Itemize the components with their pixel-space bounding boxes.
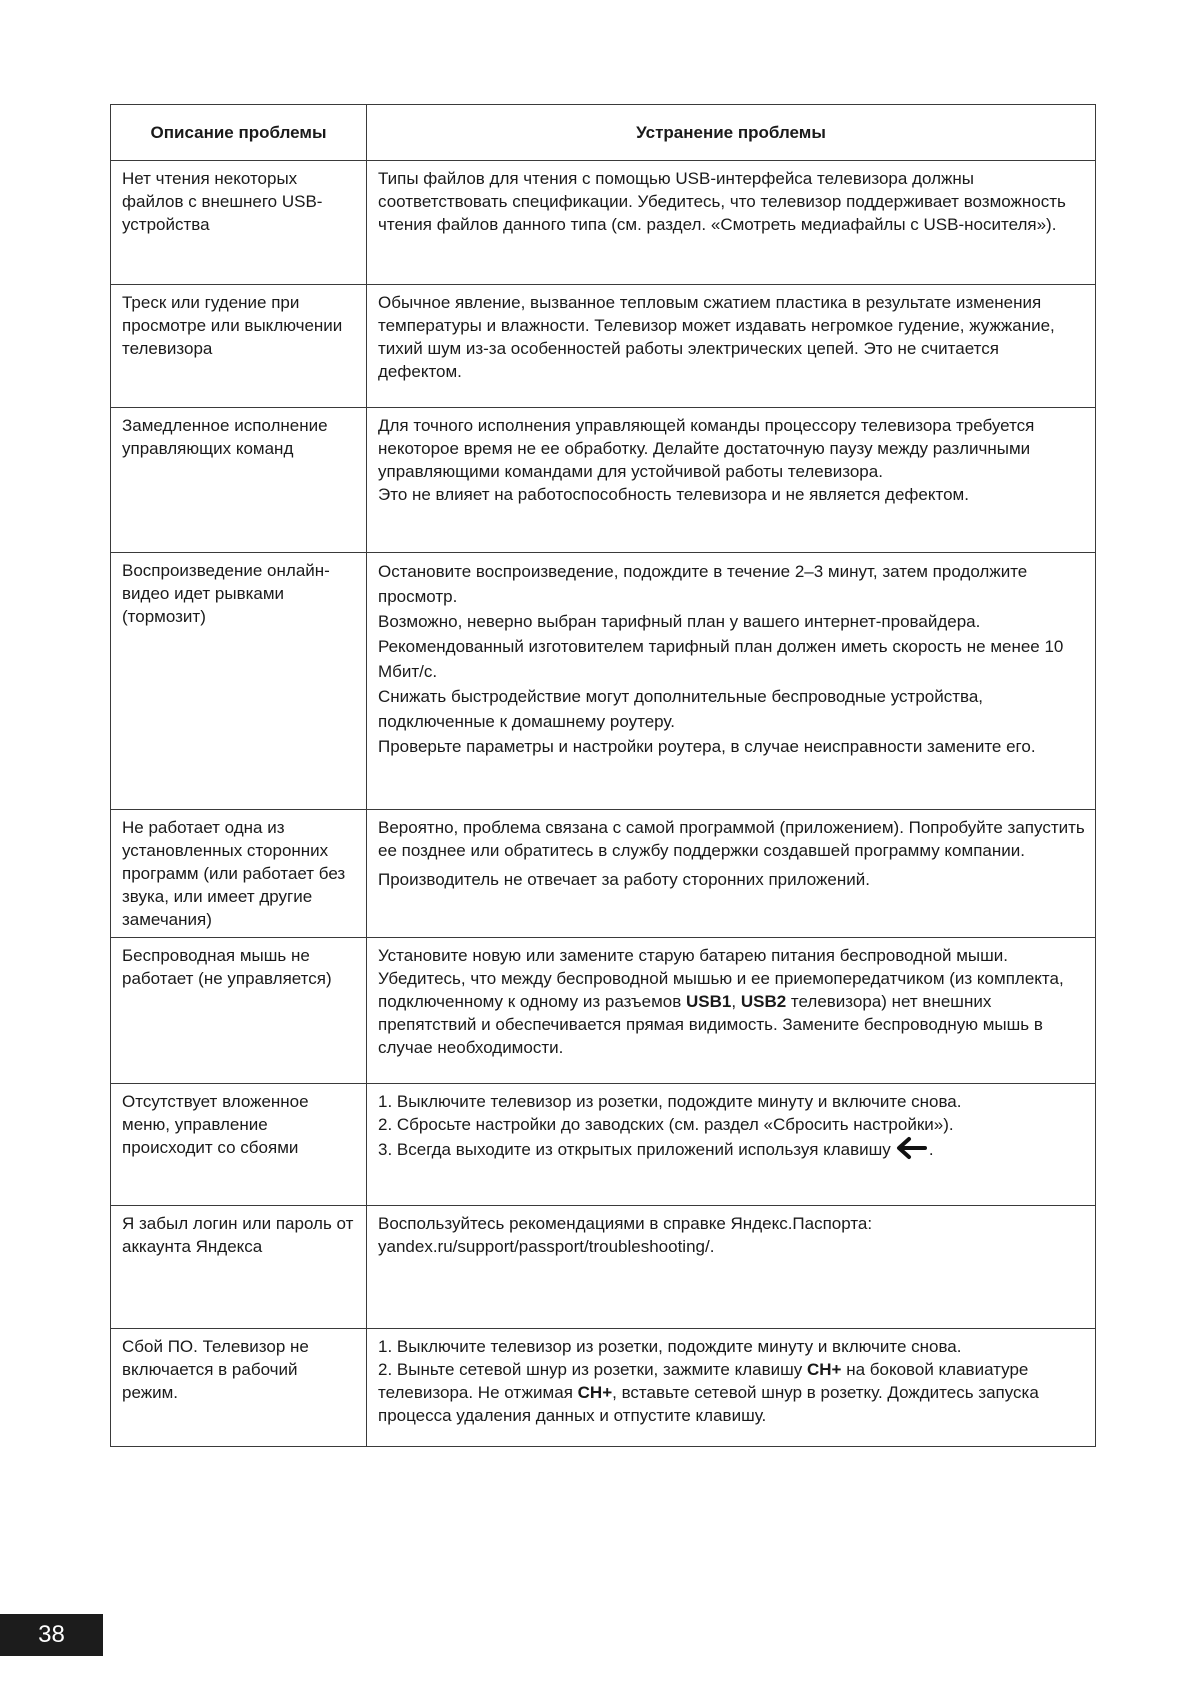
problem-cell: Сбой ПО. Телевизор не включается в рабочий режим. — [111, 1329, 367, 1447]
solution-cell — [367, 285, 1096, 408]
solution-text: , — [731, 992, 741, 1011]
solution-cell — [367, 938, 1096, 1084]
problem-cell: Отсутствует вложенное меню, управление происходит со сбоями — [111, 1084, 367, 1206]
table-row — [111, 553, 1096, 810]
solution-column-header: Устранение проблемы — [367, 105, 1096, 161]
solution-text: Для точного исполнения управляющей команды процессору телевизора требуется некоторое время не ее обработку. Делайте достаточную паузу между различными управляющими командами для устойчивой работы телевизора. — [378, 416, 1035, 481]
solution-text: Проверьте параметры и настройки роутера, в случае неисправности замените его. — [378, 737, 1036, 756]
problem-cell: Беспроводная мышь не работает (не управляется) — [111, 938, 367, 1084]
solution-text: 3. Всегда выходите из открытых приложений используя клавишу — [378, 1140, 891, 1159]
solution-cell — [367, 1329, 1096, 1447]
solution-text: 1. Выключите телевизор из розетки, подождите минуту и включите снова. — [378, 1092, 962, 1111]
solution-cell — [367, 161, 1096, 285]
solution-paragraph — [378, 967, 1086, 1059]
table-row — [111, 1206, 1096, 1329]
usb2-port-label: USB2 — [740, 992, 787, 1011]
solution-text: Типы файлов для чтения с помощью USB-интерфейса телевизора должны соответствовать спецификации. Убедитесь, что телевизор поддерживает возможность чтения файлов данного типа (см. раздел. «Смотреть медиафайлы с USB-носителя»). — [378, 169, 1066, 234]
back-arrow-icon — [895, 1136, 929, 1166]
solution-cell — [367, 1206, 1096, 1329]
ch-plus-key-label: CH+ — [577, 1383, 613, 1402]
solution-cell — [367, 553, 1096, 810]
solution-cell — [367, 810, 1096, 938]
solution-text: Установите новую или замените старую батарею питания беспроводной мыши. — [378, 946, 1009, 965]
solution-text: Производитель не отвечает за работу сторонних приложений. — [378, 870, 870, 889]
problem-cell: Не работает одна из установленных сторонних программ (или работает без звука, или имеет другие замечания) — [111, 810, 367, 938]
solution-text: 2. Сбросьте настройки до заводских (см. раздел «Сбросить настройки»). — [378, 1115, 954, 1134]
table-row — [111, 161, 1096, 285]
problem-cell: Треск или гудение при просмотре или выключении телевизора — [111, 285, 367, 408]
solution-text: 1. Выключите телевизор из розетки, подождите минуту и включите снова. — [378, 1337, 962, 1356]
table-row — [111, 1329, 1096, 1447]
page-number: 38 — [0, 1614, 103, 1656]
solution-text: телевизора) нет внешних препятствий и обеспечивается прямая видимость. Замените беспроводную мышь в случае необходимости. — [378, 992, 1043, 1057]
solution-paragraph — [378, 1136, 1086, 1166]
solution-text: Воспользуйтесь рекомендациями в справке Яндекс.Паспорта: yandex.ru/support/passport/troubleshooting/. — [378, 1214, 873, 1256]
solution-cell — [367, 1084, 1096, 1206]
problem-cell: Воспроизведение онлайн-видео идет рывками (тормозит) — [111, 553, 367, 810]
table-row — [111, 1084, 1096, 1206]
problem-cell: Я забыл логин или пароль от аккаунта Яндекса — [111, 1206, 367, 1329]
troubleshooting-table — [110, 104, 1096, 1447]
problem-cell: Замедленное исполнение управляющих команд — [111, 408, 367, 553]
table-row — [111, 938, 1096, 1084]
usb1-port-label: USB1 — [686, 992, 732, 1011]
solution-text: Остановите воспроизведение, подождите в течение 2–3 минут, затем продолжите просмотр. — [378, 562, 1028, 606]
table-header-row — [111, 105, 1096, 161]
solution-paragraph — [378, 1358, 1086, 1427]
solution-text: , вставьте сетевой шнур в розетку. Дождитесь запуска процесса удаления данных и отпустите клавишу. — [378, 1383, 1039, 1425]
solution-text: Убедитесь, что между беспроводной мышью и ее приемопередатчиком (из комплекта, подключенному к одному из разъемов — [378, 969, 1064, 1011]
table-row — [111, 408, 1096, 553]
ch-plus-key-label: CH+ — [806, 1360, 842, 1379]
solution-cell — [367, 408, 1096, 553]
solution-text: Вероятно, проблема связана с самой программой (приложением). Попробуйте запустить ее позднее или обратитесь в службу поддержки создавшей программу компании. — [378, 818, 1085, 860]
solution-text: Это не влияет на работоспособность телевизора и не является дефектом. — [378, 485, 969, 504]
solution-text: на боковой клавиатуре телевизора. Не отжимая — [378, 1360, 1029, 1402]
solution-text: Возможно, неверно выбран тарифный план у вашего интернет-провайдера. Рекомендованный изготовителем тарифный план должен иметь скорость не менее 10 Мбит/с. — [378, 612, 1064, 681]
table-row — [111, 810, 1096, 938]
problem-cell: Нет чтения некоторых файлов с внешнего USB-устройства — [111, 161, 367, 285]
table-row — [111, 285, 1096, 408]
solution-text: Обычное явление, вызванное тепловым сжатием пластика в результате изменения температуры и влажности. Телевизор может издавать негромкое гудение, жужжание, тихий шум из-за особенностей работы электрических цепей. Это не считается дефектом. — [378, 293, 1055, 381]
solution-text: Снижать быстродействие могут дополнительные беспроводные устройства, подключенные к домашнему роутеру. — [378, 687, 984, 731]
problem-column-header: Описание проблемы — [111, 105, 367, 161]
solution-text: 2. Выньте сетевой шнур из розетки, зажмите клавишу — [378, 1360, 807, 1379]
solution-text: . — [928, 1140, 934, 1159]
